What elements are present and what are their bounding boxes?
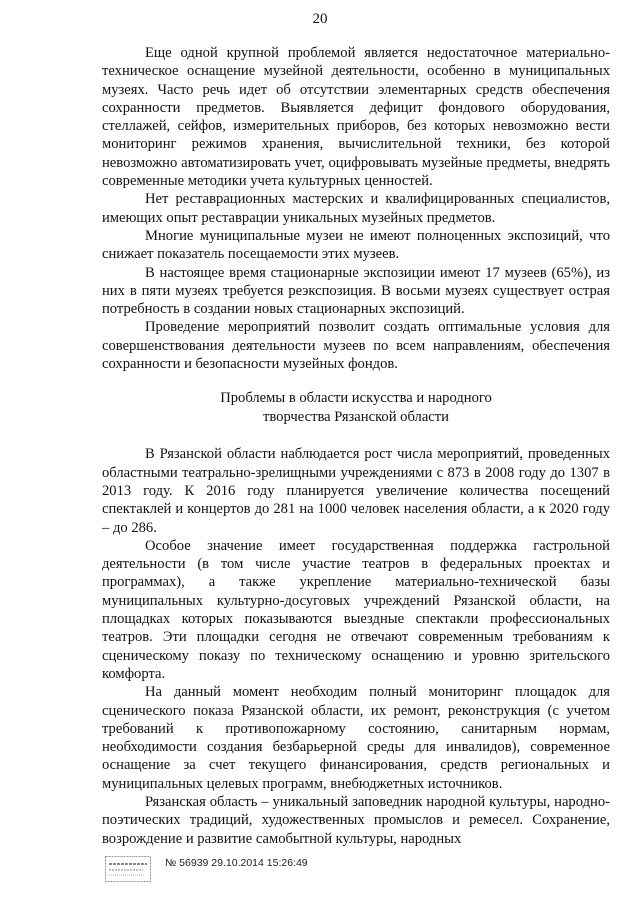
document-body bbox=[102, 44, 610, 848]
paragraph: В Рязанской области наблюдается рост числа мероприятий, проведенных областными театрально-зрелищными учреждениями с 873 в 2008 году до 1307 в 2013 году. К 2016 году планируется увеличение количества посещений спектаклей и концертов до 281 на 1000 человек населения области, а к 2020 году – до 286. bbox=[102, 446, 610, 536]
paragraph: Особое значение имеет государственная поддержка гастрольной деятельности (в том числе участие театров в федеральных проектах и программах), а также укрепление материально-технической базы муниципальных культурно-досуговых учреждений Рязанской области, на площадках которых показываются выездные спектакли профессиональных театров. Эти площадки сегодня не отвечают современным требованиям к сценическому показу по техническому оснащению и уровню зрительского комфорта. bbox=[102, 537, 610, 682]
document-footer bbox=[105, 854, 405, 884]
paragraph: Нет реставрационных мастерских и квалифицированных специалистов, имеющих опыт реставрации уникальных музейных предметов. bbox=[102, 191, 610, 226]
section-heading bbox=[102, 389, 610, 427]
paragraph: В настоящее время стационарные экспозиции имеют 17 музеев (65%), из них в пяти музеях требуется реэкспозиция. В восьми музеях существует острая потребность в создании новых стационарных экспозиций. bbox=[102, 264, 610, 318]
paragraph: Рязанская область – уникальный заповедник народной культуры, народно-поэтических традиций, художественных промыслов и ремесел. Сохранение, возрождение и развитие самобытной культуры, народных bbox=[102, 793, 610, 847]
paragraph: На данный момент необходим полный мониторинг площадок для сценического показа Рязанской области, их ремонт, реконструкция (с учетом требований к противопожарному состоянию, санитарным нормам, необходимости создания безбарьерной среды для инвалидов), современное оснащение за счет текущего финансирования, средств региональных и муниципальных целевых программ, внебюджетных источников. bbox=[102, 684, 610, 792]
paragraph: Многие муниципальные музеи не имеют полноценных экспозиций, что снижает показатель посещаемости этих музеев. bbox=[102, 227, 610, 263]
paragraph: Еще одной крупной проблемой является недостаточное материально-техническое оснащение музейной деятельности, особенно в муниципальных музеях. Часто речь идет об отсутствии элементарных средств обеспечения сохранности предметов. Выявляется дефицит фондового оборудования, стеллажей, сейфов, измерительных приборов, без которых невозможно вести мониторинг режимов хранения, вычислительной техники, без которой невозможно автоматизировать учет, оцифровывать музейные предметы, внедрять современные методики учета культурных ценностей. bbox=[102, 45, 610, 190]
paragraph: Проведение мероприятий позволит создать оптимальные условия для совершенствования деятельности музеев по всем направлениям, обеспечения сохранности и безопасности музейных фондов. bbox=[102, 319, 610, 373]
document-registration-info: № 56939 29.10.2014 15:26:49 bbox=[165, 857, 308, 869]
section-heading-line-1: Проблемы в области искусства и народного bbox=[220, 390, 492, 407]
section-heading-line-2: творчества Рязанской области bbox=[263, 409, 449, 426]
page-number: 20 bbox=[312, 11, 328, 27]
electronic-document-stamp-icon bbox=[105, 856, 151, 882]
